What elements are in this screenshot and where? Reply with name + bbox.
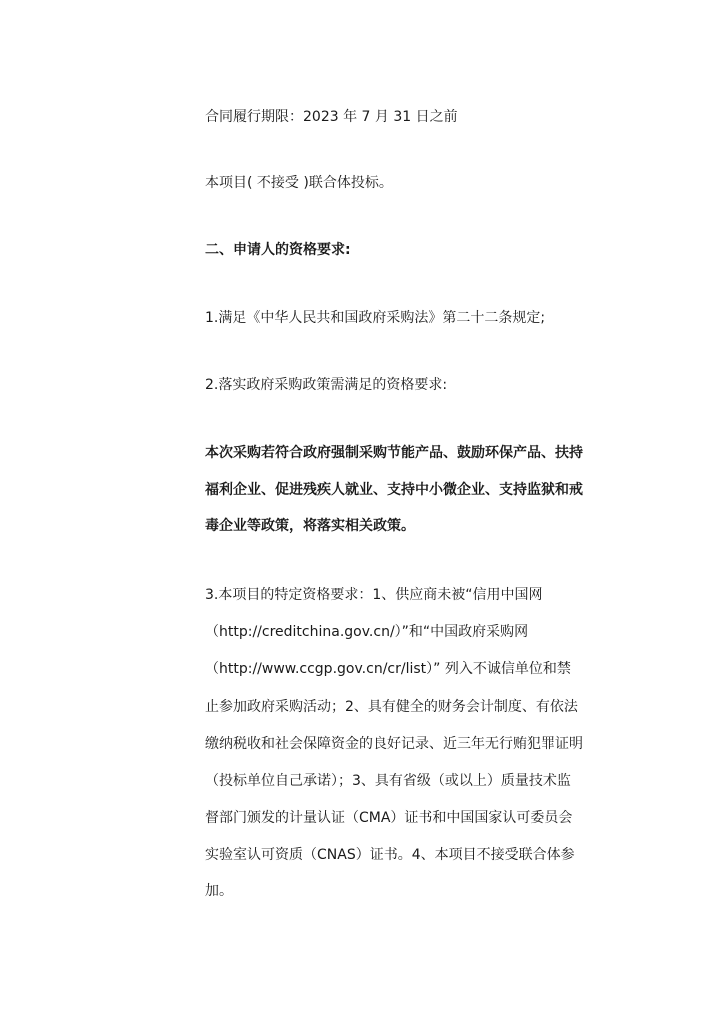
requirement-1: 1.满足《中华人民共和国政府采购法》第二十二条规定; [205, 310, 546, 326]
requirement-3-line: （http://www.ccgp.gov.cn/cr/list）” 列入不诚信单位和禁 [205, 661, 571, 677]
policy-line: 福利企业、促进残疾人就业、支持中小微企业、支持监狱和戒 [205, 482, 583, 498]
requirement-3-line: 3.本项目的特定资格要求：1、供应商未被“信用中国网 [205, 587, 543, 603]
requirement-3-line: 实验室认可资质（CNAS）证书。4、本项目不接受联合体参 [205, 847, 575, 863]
requirement-3-line: 止参加政府采购活动；2、具有健全的财务会计制度、有依法 [205, 699, 578, 715]
policy-line: 毒企业等政策，将落实相关政策。 [205, 518, 415, 534]
requirement-3-line: （投标单位自己承诺）；3、具有省级（或以上）质量技术监 [205, 773, 571, 789]
consortium-text: 本项目( 不接受 )联合体投标。 [205, 175, 393, 191]
contract-period-text: 合同履行期限：2023 年 7 月 31 日之前 [205, 109, 458, 125]
requirement-3-line: 督部门颁发的计量认证（CMA）证书和中国国家认可委员会 [205, 810, 573, 826]
requirement-3-line: 缴纳税收和社会保障资金的良好记录、近三年无行贿犯罪证明 [205, 736, 583, 752]
requirement-3-line: 加。 [205, 883, 233, 899]
section-heading: 二、申请人的资格要求: [205, 242, 351, 258]
policy-line: 本次采购若符合政府强制采购节能产品、鼓励环保产品、扶持 [205, 445, 583, 461]
requirement-2: 2.落实政府采购政策需满足的资格要求: [205, 377, 448, 393]
requirement-3-line: （http://creditchina.gov.cn/）”和“中国政府采购网 [205, 624, 529, 640]
